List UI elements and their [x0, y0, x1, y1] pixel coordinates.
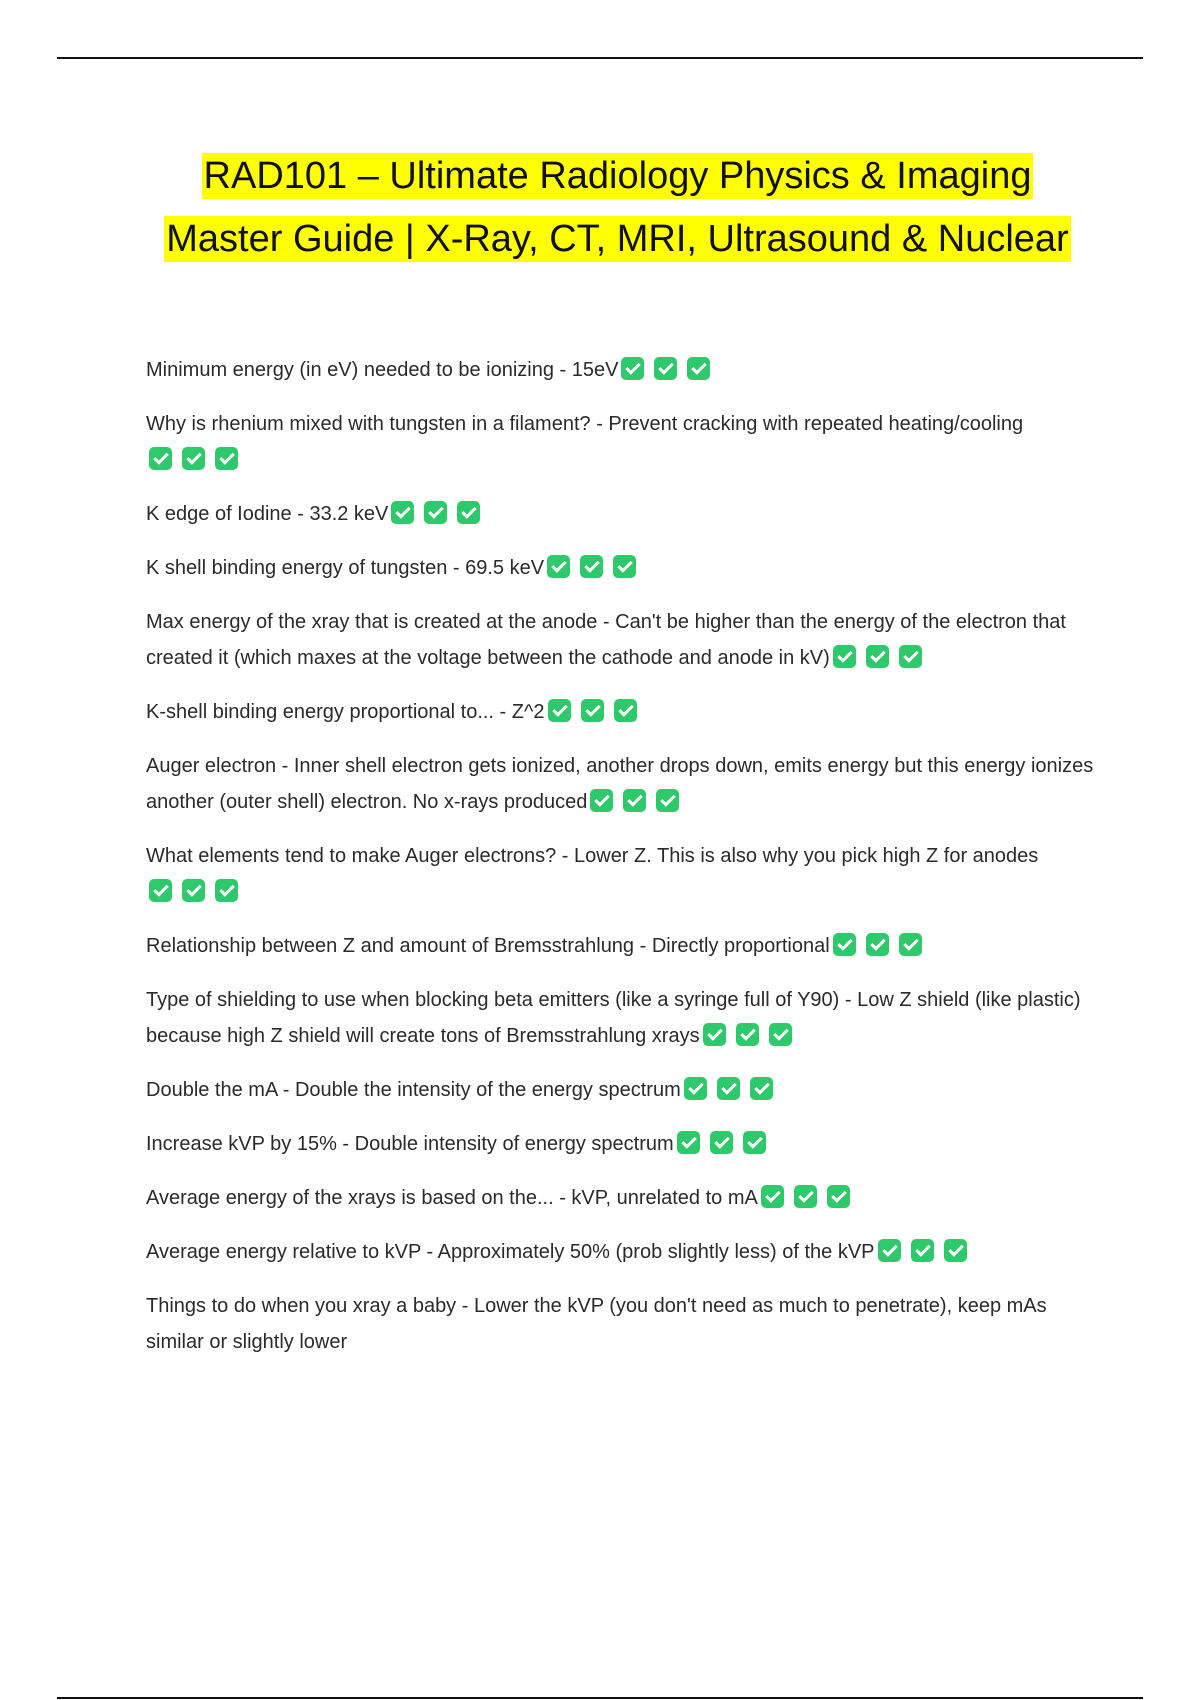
flashcard-text: Minimum energy (in eV) needed to be ionizing - 15eV — [146, 359, 619, 381]
check-mark-icon — [391, 501, 414, 524]
check-mark-icon — [833, 645, 856, 668]
check-mark-icon — [581, 699, 604, 722]
check-mark-icon — [580, 555, 603, 578]
flashcard-text: Type of shielding to use when blocking beta emitters (like a syringe full of Y90) - Low Z shield (like plastic) because high Z shield will create tons of Bremsstrahlung xrays — [146, 989, 1081, 1047]
flashcard-text: Things to do when you xray a baby - Lower the kVP (you don't need as much to penetrate), keep mAs similar or slightly lower — [146, 1295, 1047, 1353]
check-group — [391, 500, 490, 536]
check-group — [149, 878, 248, 914]
check-mark-icon — [149, 447, 172, 470]
check-mark-icon — [710, 1131, 733, 1154]
check-group — [833, 644, 932, 680]
check-group — [590, 788, 689, 824]
check-mark-icon — [878, 1239, 901, 1262]
check-mark-icon — [656, 789, 679, 812]
flashcard-item — [146, 748, 1101, 824]
check-mark-icon — [654, 357, 677, 380]
check-group — [547, 554, 646, 590]
check-mark-icon — [750, 1077, 773, 1100]
flashcard-item — [146, 1126, 1101, 1166]
check-mark-icon — [899, 933, 922, 956]
check-mark-icon — [866, 645, 889, 668]
check-group — [684, 1076, 783, 1112]
flashcard-text: Double the mA - Double the intensity of the energy spectrum — [146, 1079, 681, 1101]
check-mark-icon — [911, 1239, 934, 1262]
flashcard-text: Increase kVP by 15% - Double intensity of energy spectrum — [146, 1133, 674, 1155]
check-mark-icon — [215, 879, 238, 902]
check-mark-icon — [182, 447, 205, 470]
bottom-divider — [57, 1697, 1143, 1699]
flashcard-item — [146, 1288, 1101, 1360]
flashcard-item — [146, 604, 1101, 680]
check-group — [761, 1184, 860, 1220]
check-group — [703, 1022, 802, 1058]
check-mark-icon — [215, 447, 238, 470]
check-group — [149, 446, 248, 482]
check-mark-icon — [614, 699, 637, 722]
flashcard-item — [146, 838, 1101, 914]
check-mark-icon — [590, 789, 613, 812]
flashcard-text: Average energy relative to kVP - Approximately 50% (prob slightly less) of the kVP — [146, 1241, 875, 1263]
flashcard-item — [146, 1180, 1101, 1220]
check-mark-icon — [743, 1131, 766, 1154]
check-group — [878, 1238, 977, 1274]
check-mark-icon — [827, 1185, 850, 1208]
flashcard-text: What elements tend to make Auger electrons? - Lower Z. This is also why you pick high Z for anodes — [146, 845, 1039, 867]
check-mark-icon — [424, 501, 447, 524]
flashcard-text: Average energy of the xrays is based on the... - kVP, unrelated to mA — [146, 1187, 758, 1209]
check-group — [621, 356, 720, 392]
flashcard-item — [146, 928, 1101, 968]
flashcard-item — [146, 406, 1101, 482]
check-mark-icon — [899, 645, 922, 668]
flashcard-text: Auger electron - Inner shell electron gets ionized, another drops down, emits energy but this energy ionizes another (outer shell) electron. No x-rays produced — [146, 755, 1094, 813]
flashcard-text: Why is rhenium mixed with tungsten in a filament? - Prevent cracking with repeated heating/cooling — [146, 413, 1024, 435]
check-mark-icon — [182, 879, 205, 902]
check-mark-icon — [149, 879, 172, 902]
check-group — [677, 1130, 776, 1166]
check-mark-icon — [684, 1077, 707, 1100]
flashcard-item — [146, 352, 1101, 392]
flashcard-item — [146, 694, 1101, 734]
check-mark-icon — [866, 933, 889, 956]
document-title — [160, 145, 1075, 271]
top-divider — [57, 57, 1143, 59]
check-mark-icon — [833, 933, 856, 956]
check-mark-icon — [548, 699, 571, 722]
check-group — [833, 932, 932, 968]
check-mark-icon — [717, 1077, 740, 1100]
check-mark-icon — [736, 1023, 759, 1046]
check-mark-icon — [677, 1131, 700, 1154]
flashcard-item — [146, 496, 1101, 536]
check-mark-icon — [613, 555, 636, 578]
check-mark-icon — [944, 1239, 967, 1262]
flashcard-item — [146, 1234, 1101, 1274]
check-mark-icon — [547, 555, 570, 578]
flashcard-text: Relationship between Z and amount of Bremsstrahlung - Directly proportional — [146, 935, 830, 957]
check-mark-icon — [794, 1185, 817, 1208]
check-mark-icon — [621, 357, 644, 380]
flashcard-item — [146, 982, 1101, 1058]
check-mark-icon — [769, 1023, 792, 1046]
flashcard-text: K-shell binding energy proportional to... - Z^2 — [146, 701, 545, 723]
check-mark-icon — [761, 1185, 784, 1208]
flashcard-text: K shell binding energy of tungsten - 69.5 keV — [146, 557, 545, 579]
check-group — [548, 698, 647, 734]
title-text: RAD101 – Ultimate Radiology Physics & Imaging Master Guide | X-Ray, CT, MRI, Ultrasound & Nuclear — [166, 155, 1069, 260]
flashcard-text: K edge of Iodine - 33.2 keV — [146, 503, 389, 525]
check-mark-icon — [457, 501, 480, 524]
check-mark-icon — [623, 789, 646, 812]
flashcard-item — [146, 550, 1101, 590]
check-mark-icon — [687, 357, 710, 380]
flashcard-text: Max energy of the xray that is created at the anode - Can't be higher than the energy of the electron that created it (which maxes at the voltage between the cathode and anode in kV) — [146, 611, 1066, 669]
flashcard-list — [146, 352, 1101, 1374]
check-mark-icon — [703, 1023, 726, 1046]
flashcard-item — [146, 1072, 1101, 1112]
